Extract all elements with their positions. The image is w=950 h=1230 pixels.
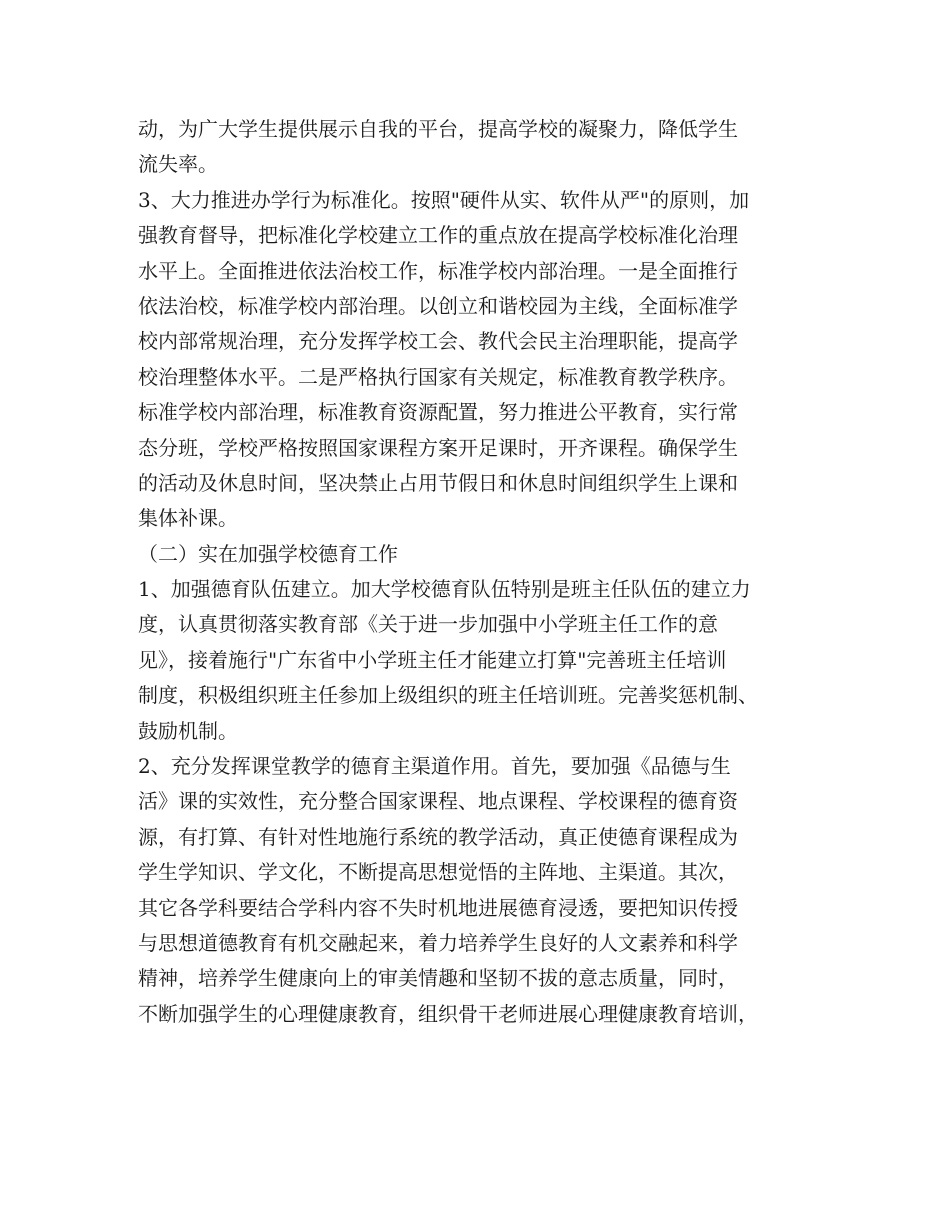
text-line: 校内部常规治理，充分发挥学校工会、教代会民主治理职能，提高学: [138, 329, 738, 354]
text-line: 1、加强德育队伍建立。加大学校德育队伍特别是班主任队伍的建立力: [138, 577, 751, 602]
section-heading: （二）实在加强学校德育工作: [138, 541, 398, 566]
text-line: 动，为广大学生提供展示自我的平台，提高学校的凝聚力，降低学生: [138, 117, 738, 141]
text-line: 制度，积极组织班主任参加上级组织的班主任培训班。完善奖惩机制、: [138, 683, 758, 708]
text-line: 不断加强学生的心理健康教育，组织骨干老师进展心理健康教育培训，: [138, 1001, 758, 1026]
text-line: 的活动及休息时间，坚决禁止占用节假日和休息时间组织学生上课和: [138, 470, 738, 495]
text-line: 依法治校，标准学校内部治理。以创立和谐校园为主线，全面标准学: [138, 293, 738, 318]
text-line: 强教育督导，把标准化学校建立工作的重点放在提高学校标准化治理: [138, 223, 738, 248]
text-line: 校治理整体水平。二是严格执行国家有关规定，标准教育教学秩序。: [138, 364, 738, 389]
text-line: 3、大力推进办学行为标准化。按照"硬件从实、软件从严"的原则，加: [138, 187, 750, 212]
text-line: 标准学校内部治理，标准教育资源配置，努力推进公平教育，实行常: [138, 400, 738, 425]
body-text: [138, 112, 818, 1032]
text-line: 度，认真贯彻落实教育部《关于进一步加强中小学班主任工作的意: [138, 612, 718, 637]
text-line: 活》课的实效性，充分整合国家课程、地点课程、学校课程的德育资: [138, 789, 738, 814]
text-line: 2、充分发挥课堂教学的德育主渠道作用。首先，要加强《品德与生: [138, 754, 731, 779]
text-line: 态分班，学校严格按照国家课程方案开足课时，开齐课程。确保学生: [138, 435, 738, 460]
text-line: 源，有打算、有针对性地施行系统的教学活动，真正使德育课程成为: [138, 824, 738, 849]
text-line: 其它各学科要结合学科内容不失时机地进展德育浸透，要把知识传授: [138, 895, 738, 920]
text-line: 流失率。: [138, 152, 218, 177]
text-line: 精神，培养学生健康向上的审美情趣和坚韧不拔的意志质量，同时，: [138, 966, 738, 991]
text-line: 与思想道德教育有机交融起来，着力培养学生良好的人文素养和科学: [138, 930, 738, 955]
text-line: 见》，接着施行"广东省中小学班主任才能建立打算"完善班主任培训: [138, 647, 727, 672]
text-line: 水平上。全面推进依法治校工作，标准学校内部治理。一是全面推行: [138, 258, 738, 283]
text-line: 鼓励机制。: [138, 718, 238, 743]
text-line: 学生学知识、学文化，不断提高思想觉悟的主阵地、主渠道。其次，: [138, 860, 738, 885]
text-line: 集体补课。: [138, 506, 238, 531]
